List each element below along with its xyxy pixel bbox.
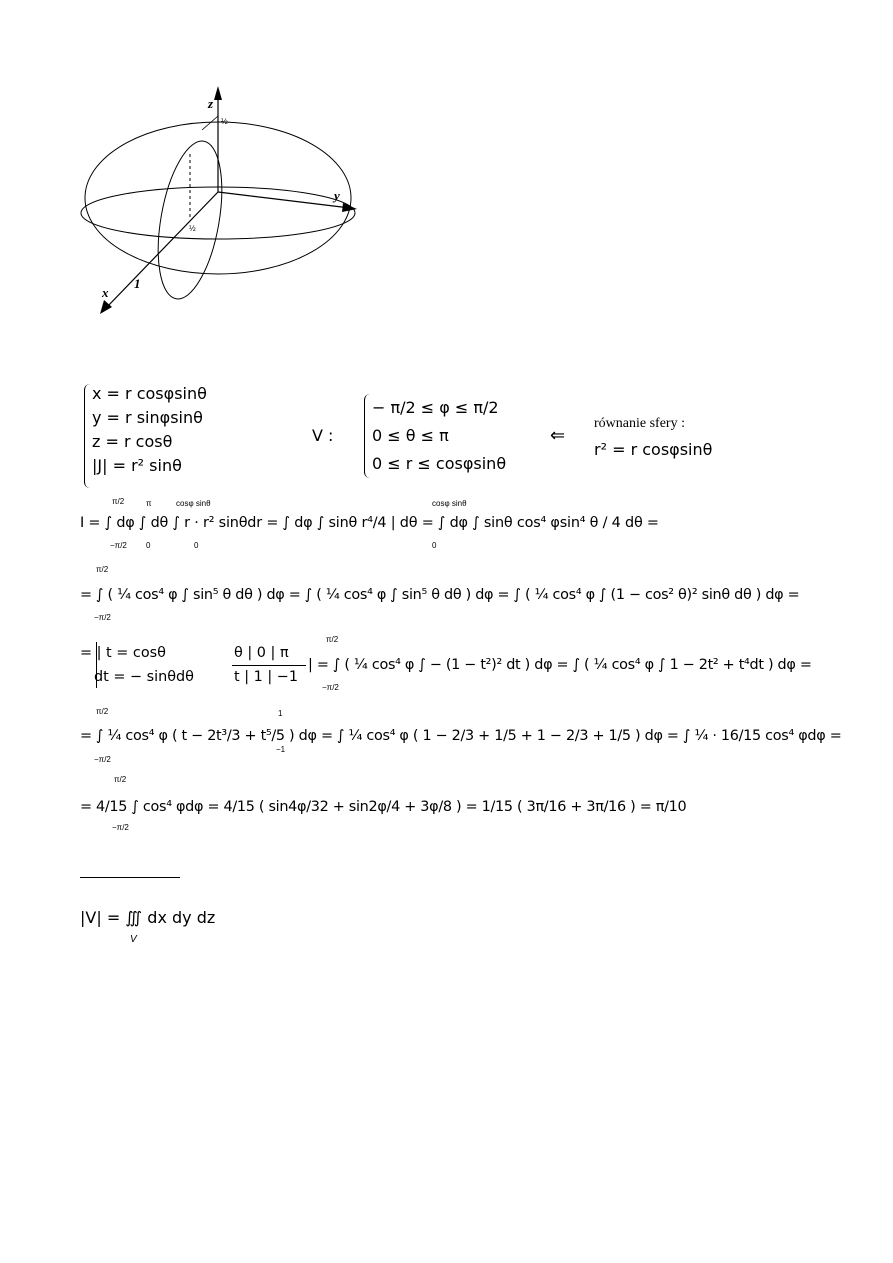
l3-lower: −π/2 (322, 683, 339, 692)
subst-eq-1: = | t = cosθ (80, 645, 166, 661)
system-row-y: y = r sinφsinθ (92, 408, 203, 427)
l4-eval-upper: 1 (278, 709, 283, 718)
axis-x-label: x (102, 285, 109, 300)
footnote-rule (80, 877, 180, 878)
region-row-r: 0 ≤ r ≤ cosφsinθ (372, 454, 507, 473)
sphere-label: równanie sfery : (594, 416, 685, 431)
system-brace (84, 384, 91, 488)
tick-half-top: ½ (221, 117, 228, 126)
l3-upper: π/2 (326, 635, 339, 644)
l1-int3-upper: cosφ sinθ (176, 499, 211, 508)
region-conditions (372, 394, 506, 478)
coordinate-system (92, 382, 207, 478)
l1-int2-upper: π (146, 499, 152, 508)
subst-table-theta: θ | 0 | π (234, 645, 289, 661)
region-label: V : (312, 426, 334, 445)
volume-subscript: V (130, 934, 137, 945)
l4-upper: π/2 (96, 707, 109, 716)
tick-half-mid: ½ (189, 224, 196, 233)
axis-z-label: z (208, 96, 214, 111)
l1-int3-lower: 0 (194, 541, 199, 550)
l1-eval-upper: cosφ sinθ (432, 499, 467, 508)
y-axis (218, 192, 350, 208)
l4-lower: −π/2 (94, 755, 111, 764)
sphere-equation: r² = r cosφsinθ (594, 440, 713, 459)
region-row-phi: − π/2 ≤ φ ≤ π/2 (372, 398, 499, 417)
l5-upper: π/2 (114, 775, 127, 784)
volume-formula: |V| = ∭ dx dy dz (80, 908, 216, 927)
region-brace (364, 394, 371, 478)
ellipsoid-figure (70, 80, 370, 325)
point-one-label: 1 (134, 276, 141, 291)
system-row-jacobian: |J| = r² sinθ (92, 456, 182, 475)
l1-int1-upper: π/2 (112, 497, 125, 506)
subst-eq-2: dt = − sinθdθ (94, 669, 194, 685)
line-1: I = ∫ dφ ∫ dθ ∫ r · r² sinθdr = ∫ dφ ∫ sinθ r⁴/4 | dθ = ∫ dφ ∫ sinθ cos⁴ φsin⁴ θ / 4 dθ = (80, 515, 659, 531)
l4-eval-lower: −1 (276, 745, 286, 754)
l2-lower: −π/2 (94, 613, 111, 622)
implication-arrow: ⇐ (550, 425, 566, 446)
x-arrowhead (100, 300, 112, 314)
subst-table-rule (232, 665, 306, 666)
l1-int1-lower: −π/2 (110, 541, 127, 550)
equator-ellipse (81, 187, 355, 239)
axis-y-label: y (334, 188, 340, 203)
tick-guide (202, 116, 218, 130)
l1-eval-lower: 0 (432, 541, 437, 550)
region-row-theta: 0 ≤ θ ≤ π (372, 426, 449, 445)
l2-upper: π/2 (96, 565, 109, 574)
line-2: = ∫ ( ¼ cos⁴ φ ∫ sin⁵ θ dθ ) dφ = ∫ ( ¼ cos⁴ φ ∫ sin⁵ θ dθ ) dφ = ∫ ( ¼ cos⁴ φ ∫ (1 − cos² θ)² sinθ dθ ) dφ = (80, 587, 800, 603)
system-row-x: x = r cosφsinθ (92, 384, 207, 403)
system-row-z: z = r cosθ (92, 432, 173, 451)
l1-int2-lower: 0 (146, 541, 151, 550)
z-arrowhead (214, 86, 222, 100)
subst-table-t: t | 1 | −1 (234, 669, 299, 685)
line-5: = 4/15 ∫ cos⁴ φdφ = 4/15 ( sin4φ/32 + sin2φ/4 + 3φ/8 ) = 1/15 ( 3π/16 + 3π/16 ) = π/10 (80, 799, 687, 815)
line-3: | = ∫ ( ¼ cos⁴ φ ∫ − (1 − t²)² dt ) dφ = ∫ ( ¼ cos⁴ φ ∫ 1 − 2t² + t⁴dt ) dφ = (308, 657, 812, 673)
l5-lower: −π/2 (112, 823, 129, 832)
line-4: = ∫ ¼ cos⁴ φ ( t − 2t³/3 + t⁵/5 ) dφ = ∫ ¼ cos⁴ φ ( 1 − 2/3 + 1/5 + 1 − 2/3 + 1/5 ) dφ = ∫ ¼ · 16/15 cos⁴ φdφ = (80, 728, 842, 744)
